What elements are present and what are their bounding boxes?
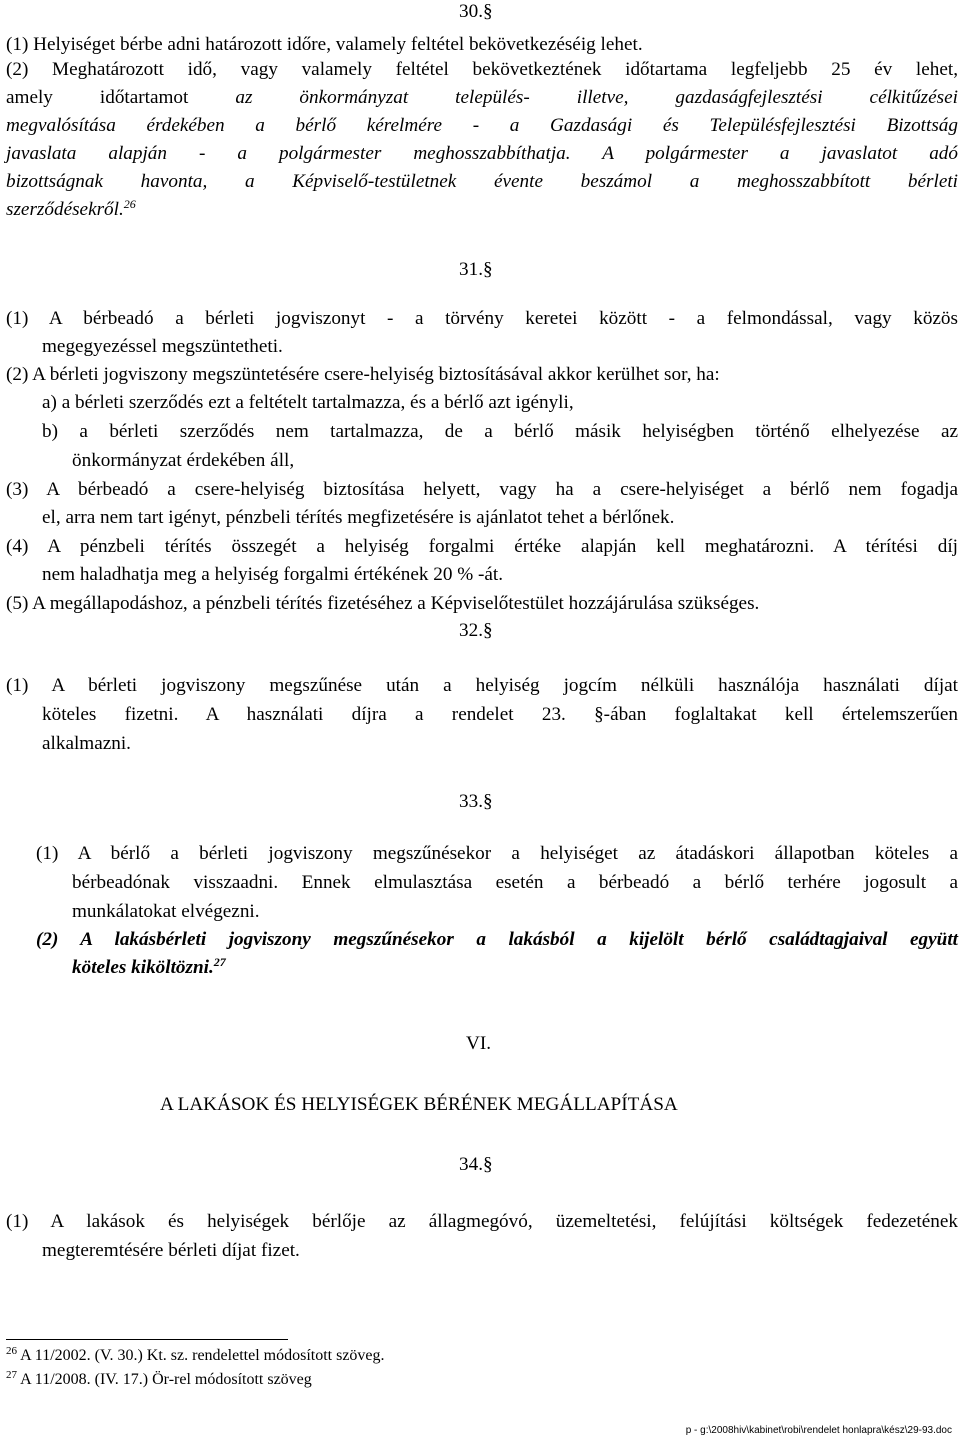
footnote-26-number: 26 [6, 1345, 17, 1357]
file-path: p - g:\2008hiv\kabinet\robi\rendelet honlapra\kész\29-93.doc [685, 1425, 952, 1436]
par30-line-1: (1) Helyiséget bérbe adni határozott időre, valamely feltétel bekövetkezéséig lehet. [6, 34, 643, 55]
par30-line-6: bizottságnak havonta, a Képviselő-testületnek évente beszámol a meghosszabbított bérleti [6, 171, 958, 192]
par30-line-3-plain: amely időtartamot [6, 87, 236, 108]
par33-line-2: bérbeadónak visszaadni. Ennek elmulasztása esetén a bérbeadó a bérlő terhére jogosult a [72, 872, 958, 893]
par34-line-1: (1) A lakások és helyiségek bérlője az állagmegóvó, üzemeltetési, felújítási költségek fedezetének [6, 1211, 958, 1232]
section-heading-30: 30.§ [459, 1, 493, 22]
par31-line-7: (3) A bérbeadó a csere-helyiség biztosítása helyett, vagy ha a csere-helyiséget a bérlő nem fogadja [6, 479, 958, 500]
par31-line-2: megegyezéssel megszüntetheti. [42, 336, 283, 357]
par33-line-5 [72, 956, 226, 980]
par31-line-9: (4) A pénzbeli térítés összegét a helyiség forgalmi értéke alapján kell meghatározni. A térítési díj [6, 536, 958, 557]
chapter-number: VI. [466, 1033, 492, 1054]
par31-line-6: önkormányzat érdekében áll, [72, 450, 295, 471]
section-heading-32: 32.§ [459, 620, 493, 641]
par34-line-2: megteremtésére bérleti díjat fizet. [42, 1240, 300, 1261]
par31-line-5: b) a bérleti szerződés nem tartalmazza, de a bérlő másik helyiségben történő elhelyezése az [42, 421, 958, 442]
par30-line-7 [6, 198, 136, 222]
footnote-27 [6, 1370, 312, 1390]
footnote-ref-27: 27 [213, 955, 226, 969]
par31-line-1: (1) A bérbeadó a bérleti jogviszonyt - a törvény keretei között - a felmondással, vagy közös [6, 308, 958, 329]
footnote-27-number: 27 [6, 1369, 17, 1381]
section-heading-33: 33.§ [459, 791, 493, 812]
footnote-separator [6, 1339, 288, 1340]
par32-line-3: alkalmazni. [42, 733, 131, 754]
par30-line-7-text: szerződésekről. [6, 199, 124, 220]
par30-line-2: (2) Meghatározott idő, vagy valamely feltétel bekövetkeztének időtartama legfeljebb 25 év lehet, [6, 59, 958, 80]
section-heading-31: 31.§ [459, 259, 493, 280]
par32-line-2: köteles fizetni. A használati díjra a rendelet 23. §-ában foglaltakat kell értelemszerűen [42, 704, 958, 725]
par33-line-5-text: köteles kiköltözni. [72, 957, 214, 978]
par31-line-11: (5) A megállapodáshoz, a pénzbeli térítés fizetéséhez a Képviselőtestület hozzájárulása szükséges. [6, 593, 760, 614]
par31-line-3: (2) A bérleti jogviszony megszüntetésére csere-helyiség biztosításával akkor kerülhet sor, ha: [6, 364, 720, 385]
chapter-title: A LAKÁSOK ÉS HELYISÉGEK BÉRÉNEK MEGÁLLAPÍTÁSA [160, 1094, 678, 1115]
par30-line-4: megvalósítása érdekében a bérlő kérelmére - a Gazdasági és Településfejlesztési Bizottság [6, 115, 958, 136]
par33-line-3: munkálatokat elvégezni. [72, 901, 260, 922]
footnote-ref-26: 26 [123, 197, 136, 211]
par30-line-5: javaslata alapján - a polgármester meghosszabbíthatja. A polgármester a javaslatot adó [6, 143, 958, 164]
footnote-26 [6, 1346, 385, 1366]
par33-line-4: (2) A lakásbérleti jogviszony megszűnésekor a lakásból a kijelölt bérlő családtagjaival együtt [36, 929, 958, 950]
par31-line-10: nem haladhatja meg a helyiség forgalmi értékének 20 % -át. [42, 564, 504, 585]
section-heading-34: 34.§ [459, 1154, 493, 1175]
par30-line-3-italic: az önkormányzat település- illetve, gazdaságfejlesztési célkitűzései [235, 87, 958, 108]
par33-line-1: (1) A bérlő a bérleti jogviszony megszűnésekor a helyiséget az átadáskori állapotban köteles a [36, 843, 958, 864]
footnote-26-text: A 11/2002. (V. 30.) Kt. sz. rendelettel módosított szöveg. [20, 1347, 385, 1364]
par30-line-3 [6, 86, 958, 110]
par31-line-4: a) a bérleti szerződés ezt a feltételt tartalmazza, és a bérlő azt igényli, [42, 392, 574, 413]
par31-line-8: el, arra nem tart igényt, pénzbeli térítés megfizetésére is ajánlatot tehet a bérlőnek. [42, 507, 675, 528]
par32-line-1: (1) A bérleti jogviszony megszűnése után a helyiség jogcím nélküli használója használati díjat [6, 675, 958, 696]
footnote-27-text: A 11/2008. (IV. 17.) Ör-rel módosított szöveg [20, 1371, 312, 1388]
